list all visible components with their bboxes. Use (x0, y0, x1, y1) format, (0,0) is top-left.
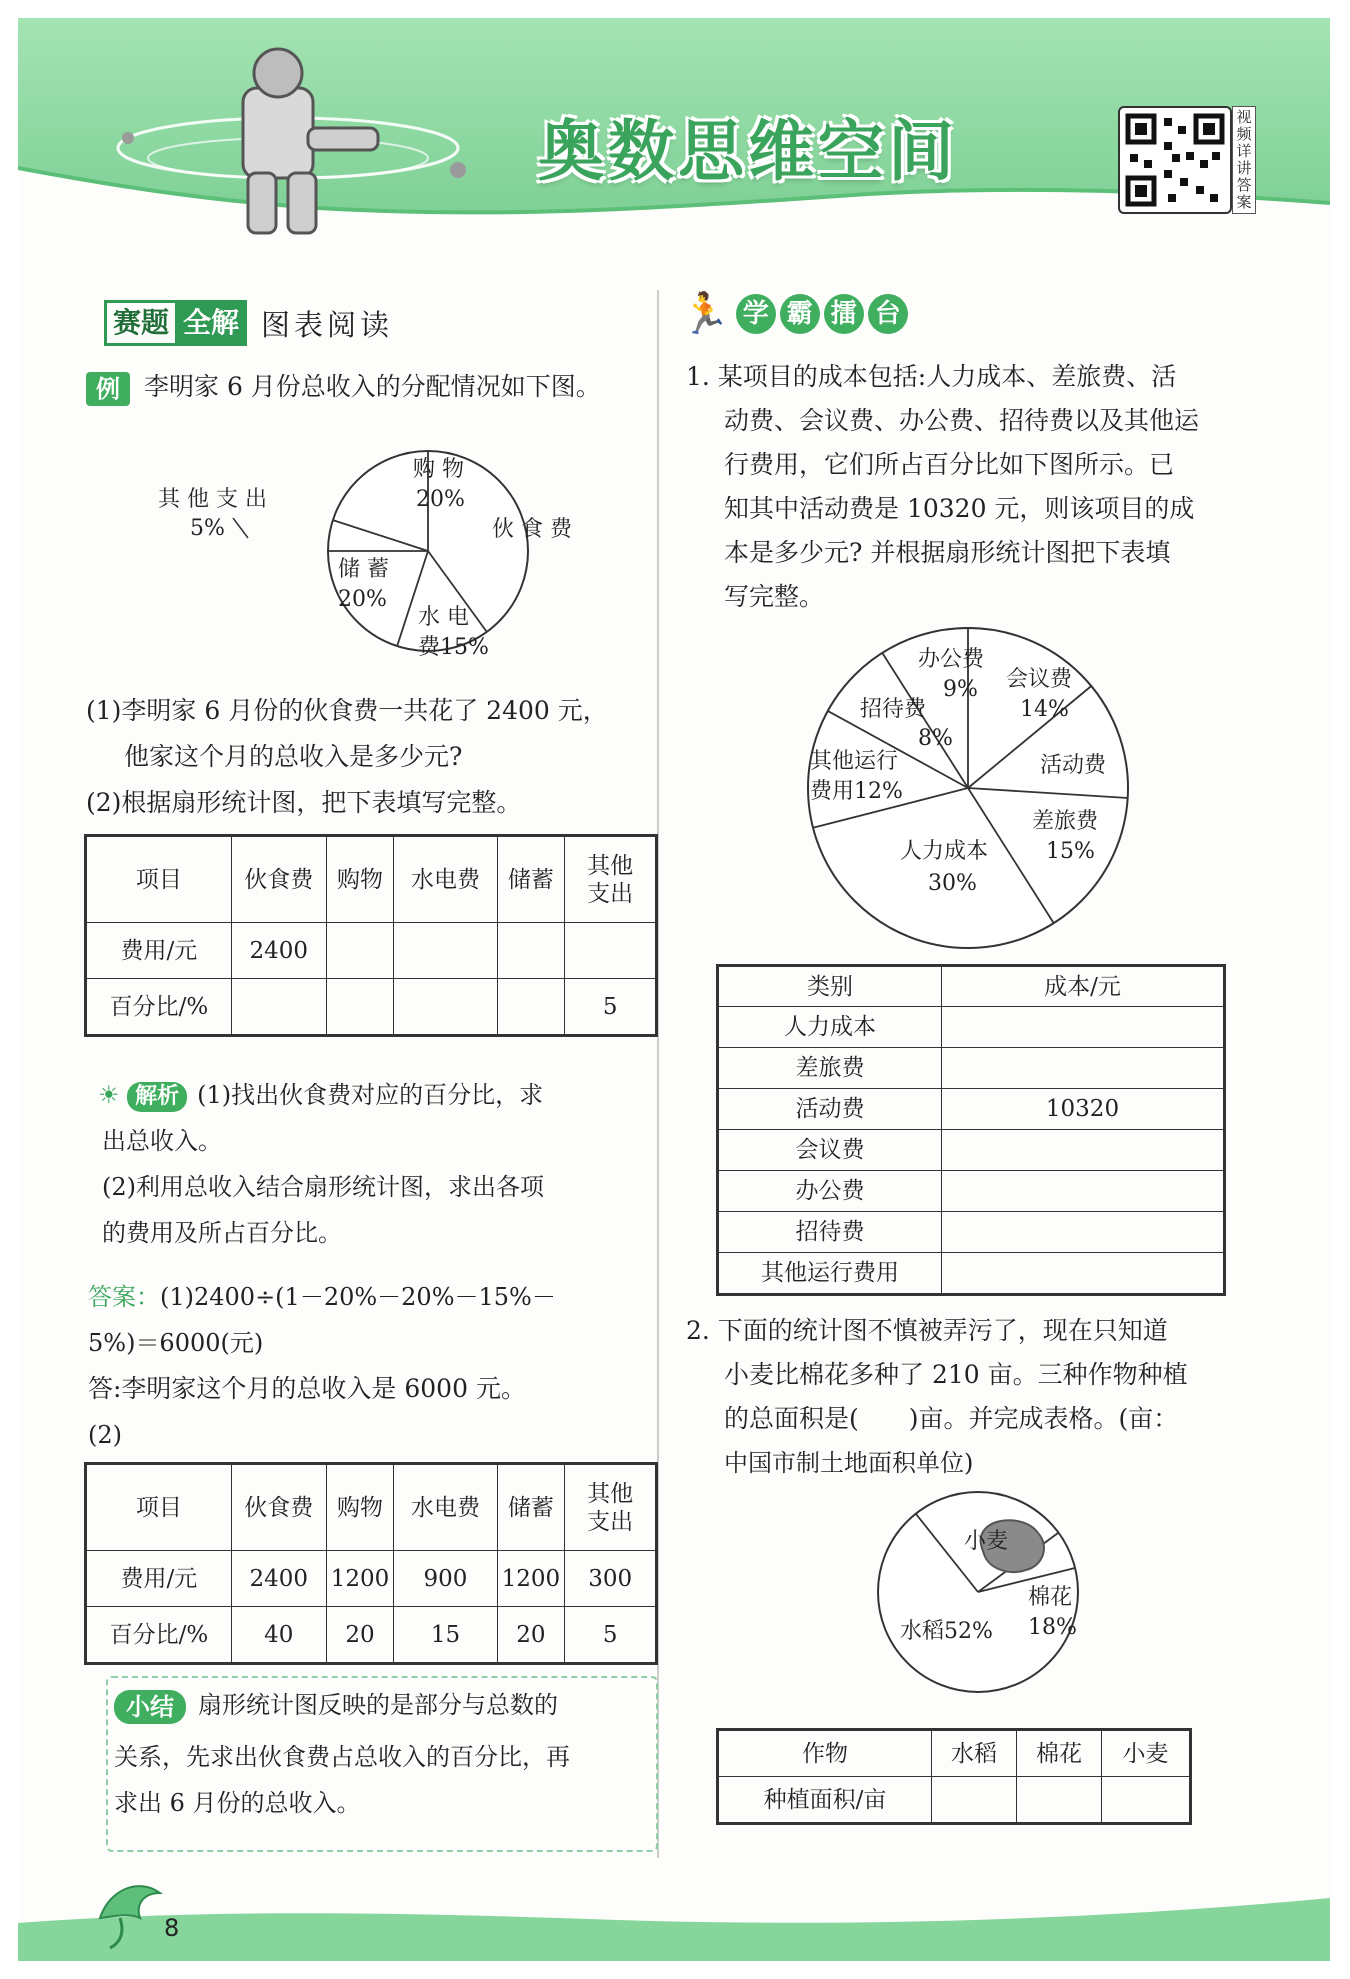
analysis-line-1 (98, 1072, 543, 1118)
table1-header-savings: 储蓄 (497, 837, 565, 923)
pie1-label-utilities-pct: 费15% (418, 635, 489, 660)
pie2-label-office: 办公费 (918, 647, 985, 672)
table-cell (942, 1007, 1224, 1048)
table-cell: 办公费 (719, 1171, 942, 1212)
lightbulb-icon: ☀ (98, 1081, 120, 1109)
table4-header-crop: 作物 (719, 1731, 932, 1777)
pie3-label-cotton: 棉花 (1028, 1585, 1073, 1610)
table2-header-food: 伙食费 (231, 1465, 326, 1551)
table2-header-item: 项目 (87, 1465, 232, 1551)
table-cell: 其他运行费用 (719, 1253, 942, 1294)
table4-header-cotton: 棉花 (1017, 1731, 1102, 1777)
pie3-label-rice: 水稻52% (900, 1619, 993, 1644)
table-cell: 1200 (497, 1551, 565, 1607)
summary-text-1: 扇形统计图反映的是部分与总数的 (198, 1691, 558, 1719)
problem2-line-3: 的总面积是( )亩。并完成表格。(亩： (724, 1404, 1179, 1433)
table-cell: 1200 (326, 1551, 394, 1607)
pie1-label-shopping-pct: 20% (416, 487, 465, 512)
table-cell (497, 979, 565, 1035)
pie2-label-travel: 差旅费 (1032, 809, 1099, 834)
table2-header-savings: 储蓄 (497, 1465, 565, 1551)
pie2-label-labor: 人力成本 (900, 839, 989, 864)
section-tag-2: 全解 (175, 300, 247, 346)
table-cell: 5 (565, 1607, 656, 1663)
problem1-line-3: 行费用，它们所占百分比如下图所示。已 (724, 450, 1175, 479)
table-cell: 20 (326, 1607, 394, 1663)
table2-header-other: 其他 支出 (565, 1465, 656, 1551)
table-crops (718, 1730, 1190, 1823)
table-cell (1017, 1777, 1102, 1823)
answer-tag: 答案： (88, 1283, 160, 1311)
table-cell (1102, 1777, 1190, 1823)
pie2-label-meeting-pct: 14% (1020, 697, 1069, 722)
section-char-1: 学 (736, 294, 776, 334)
table-cell: 900 (394, 1551, 497, 1607)
pie-chart-cost (798, 618, 1138, 958)
qr-code[interactable] (1118, 106, 1232, 214)
table-cell (942, 1212, 1224, 1253)
table-cell: 百分比/% (87, 1607, 232, 1663)
footer-wave (18, 1898, 1330, 1961)
question-2: (2)根据扇形统计图，把下表填写完整。 (86, 788, 522, 817)
table4-header-wheat: 小麦 (1102, 1731, 1190, 1777)
answer-line-3: 答:李明家这个月的总收入是 6000 元。 (88, 1374, 526, 1403)
section-topic: 图表阅读 (261, 307, 394, 342)
section-tag-1: 赛题 (104, 300, 175, 346)
answer-line-1 (88, 1274, 556, 1320)
table-cell (231, 979, 326, 1035)
table-income-answer (86, 1464, 656, 1663)
question-1a: (1)李明家 6 月份的伙食费一共花了 2400 元， (86, 696, 608, 725)
table-cell: 活动费 (719, 1089, 942, 1130)
pie2-label-reception: 招待费 (860, 697, 927, 722)
pie-chart-crops (868, 1488, 1098, 1698)
problem1-line-4: 知其中活动费是 10320 元，则该项目的成 (724, 494, 1195, 523)
table-cell: 人力成本 (719, 1007, 942, 1048)
table-cell (565, 923, 656, 979)
answer-line-4: (2) (88, 1421, 122, 1449)
table1-header-food: 伙食费 (231, 837, 326, 923)
pie3-label-wheat: 小麦 (964, 1529, 1009, 1554)
section-heading-left (104, 300, 393, 346)
table-cell (942, 1048, 1224, 1089)
table-cell: 40 (231, 1607, 326, 1663)
section-heading-right (680, 290, 918, 337)
summary-line-2: 关系，先求出伙食费占总收入的百分比，再 (114, 1743, 570, 1771)
pie2-label-other: 其他运行 (810, 749, 899, 774)
table-cost (718, 966, 1224, 1294)
workbook-page (18, 18, 1330, 1961)
example-text: 李明家 6 月份总收入的分配情况如下图。 (144, 372, 601, 401)
table-cell: 300 (565, 1551, 656, 1607)
pie1-label-food: 伙 食 费 (492, 517, 572, 542)
section-char-2: 霸 (780, 294, 820, 334)
table-cell (942, 1253, 1224, 1294)
table1-header-utilities: 水电费 (394, 837, 497, 923)
table3-header-category: 类别 (719, 967, 942, 1007)
pie2-label-other-pct: 费用12% (810, 779, 903, 804)
problem1-line-6: 写完整。 (724, 582, 825, 611)
table-cell (942, 1130, 1224, 1171)
table-cell: 2400 (231, 1551, 326, 1607)
table-cell: 会议费 (719, 1130, 942, 1171)
pie2-label-travel-pct: 15% (1046, 839, 1095, 864)
problem2-line-1: 2. 下面的统计图不慎被弄污了，现在只知道 (686, 1316, 1168, 1345)
example-tag: 例 (86, 372, 130, 406)
table1-header-item: 项目 (87, 837, 232, 923)
answer-text-1: (1)2400÷(1－20%－20%－15%－ (160, 1283, 556, 1311)
pie1-label-other-pct: 5% (190, 516, 225, 541)
table4-header-rice: 水稻 (932, 1731, 1017, 1777)
table2-header-utilities: 水电费 (394, 1465, 497, 1551)
table-cell (497, 923, 565, 979)
table1-header-shopping: 购物 (326, 837, 394, 923)
table-cell: 百分比/% (87, 979, 232, 1035)
table-cell (394, 979, 497, 1035)
pie2-label-labor-pct: 30% (928, 871, 977, 896)
pie1-label-utilities: 水 电 (418, 605, 469, 630)
pie2-label-office-pct: 9% (943, 677, 978, 702)
analysis-line-4: 的费用及所占百分比。 (102, 1219, 342, 1247)
summary-line-1 (114, 1682, 558, 1728)
page-title: 奥数思维空间 (538, 113, 958, 190)
problem2-line-2: 小麦比棉花多种了 210 亩。三种作物种植 (724, 1360, 1188, 1389)
table-cell (394, 923, 497, 979)
table-cell: 招待费 (719, 1212, 942, 1253)
table3-header-cost: 成本/元 (942, 967, 1224, 1007)
section-char-3: 擂 (824, 294, 864, 334)
problem2-line-4: 中国市制土地面积单位) (724, 1449, 974, 1477)
section-char-4: 台 (868, 294, 908, 334)
pie1-label-savings-pct: 20% (338, 587, 387, 612)
analysis-text-1: (1)找出伙食费对应的百分比，求 (197, 1081, 544, 1109)
table-cell: 2400 (231, 923, 326, 979)
table-cell (326, 923, 394, 979)
example-line (86, 364, 601, 410)
analysis-line-2: 出总收入。 (102, 1127, 222, 1155)
qr-code-icon (1120, 108, 1230, 212)
page-number: 8 (164, 1914, 180, 1942)
problem1-line-2: 动费、会议费、办公费、招待费以及其他运 (724, 406, 1200, 435)
table-income-blank (86, 836, 656, 1035)
analysis-tag: 解析 (127, 1082, 187, 1112)
pie2-label-meeting: 会议费 (1006, 667, 1073, 692)
runner-icon: 🏃 (680, 291, 730, 337)
pie3-label-cotton-pct: 18% (1028, 1615, 1077, 1640)
pie1-label-savings: 储 蓄 (338, 557, 389, 582)
table-cell: 费用/元 (87, 923, 232, 979)
table-cell: 10320 (942, 1089, 1224, 1130)
table-cell: 20 (497, 1607, 565, 1663)
answer-line-2: 5%)＝6000(元) (88, 1329, 264, 1357)
pie-chart-income (138, 418, 578, 688)
question-1b: 他家这个月的总收入是多少元? (124, 742, 463, 771)
table-cell (932, 1777, 1017, 1823)
problem1-line-5: 本是多少元? 并根据扇形统计图把下表填 (724, 538, 1171, 567)
summary-tag: 小结 (114, 1690, 186, 1724)
table-cell: 15 (394, 1607, 497, 1663)
problem1-line-1: 1. 某项目的成本包括:人力成本、差旅费、活 (686, 362, 1177, 391)
table-cell (942, 1171, 1224, 1212)
table1-header-other: 其他 支出 (565, 837, 656, 923)
pie1-label-other: 其 他 支 出 (158, 487, 267, 512)
analysis-line-3: (2)利用总收入结合扇形统计图，求出各项 (102, 1173, 544, 1201)
table-cell (326, 979, 394, 1035)
table-cell: 费用/元 (87, 1551, 232, 1607)
table-cell: 种植面积/亩 (719, 1777, 932, 1823)
summary-line-3: 求出 6 月份的总收入。 (114, 1789, 361, 1817)
table-cell: 5 (565, 979, 656, 1035)
pie1-label-shopping: 购 物 (413, 457, 464, 482)
pie2-label-reception-pct: 8% (918, 726, 953, 751)
table-cell: 差旅费 (719, 1048, 942, 1089)
table2-header-shopping: 购物 (326, 1465, 394, 1551)
qr-code-label: 视频详讲答案 (1232, 106, 1256, 214)
pie2-label-activity: 活动费 (1040, 753, 1107, 778)
